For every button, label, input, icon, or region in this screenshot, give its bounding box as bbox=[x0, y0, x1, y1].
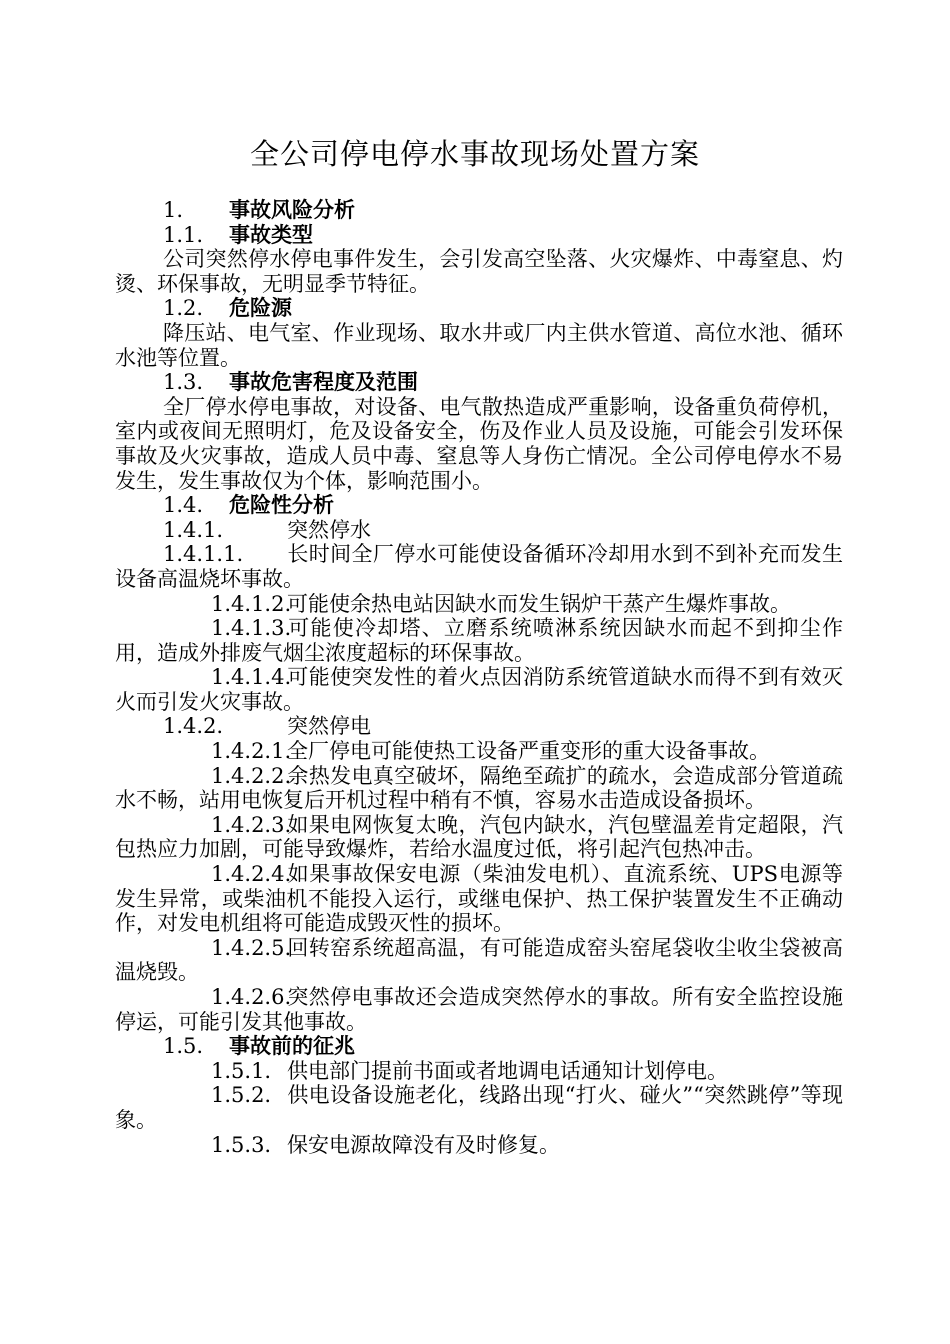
section-1-4-1-heading bbox=[115, 518, 843, 543]
item-number: 1.4.1.1. bbox=[163, 542, 244, 567]
item-text: 可能使余热电站因缺水而发生锅炉干蒸产生爆炸事故。 bbox=[287, 591, 791, 616]
item-text: 余热发电真空破坏，隔绝至疏扩的疏水，会造成部分管道疏水不畅，站用电恢复后开机过程中稍有不慎，容易水击造成设备损坏。 bbox=[115, 763, 843, 813]
section-1-2-text: 降压站、电气室、作业现场、取水井或厂内主供水管道、高位水池、循环水池等位置。 bbox=[115, 320, 843, 370]
list-item-1-4-1-4 bbox=[115, 665, 843, 714]
list-item-1-4-1-2 bbox=[115, 592, 843, 617]
item-number: 1.4.2.3. bbox=[211, 812, 292, 837]
list-item-1-5-3 bbox=[115, 1133, 843, 1158]
item-number: 1.4.1.4. bbox=[211, 665, 292, 690]
section-title: 危险源 bbox=[229, 295, 292, 321]
item-text: 可能使突发性的着火点因消防系统管道缺水而得不到有效灭火而引发火灾事故。 bbox=[115, 665, 843, 714]
item-text: 供电部门提前书面或者地调电话通知计划停电。 bbox=[287, 1058, 728, 1083]
item-text: 如果电网恢复太晚，汽包内缺水，汽包壁温差肯定超限，汽包热应力加剧，可能导致爆炸，若给水温度过低，将引起汽包热冲击。 bbox=[115, 812, 843, 862]
item-text: 回转窑系统超高温，有可能造成窑头窑尾袋收尘收尘袋被高温烧毁。 bbox=[115, 935, 843, 985]
section-title: 突然停水 bbox=[287, 517, 371, 542]
item-text: 可能使冷却塔、立磨系统喷淋系统因缺水而起不到抑尘作用，造成外排废气烟尘浓度超标的环保事故。 bbox=[115, 616, 843, 665]
section-number: 1.1. bbox=[163, 222, 204, 247]
section-number: 1.5. bbox=[163, 1034, 204, 1059]
section-number: 1.4. bbox=[163, 493, 204, 518]
section-title: 事故类型 bbox=[229, 221, 313, 247]
item-text: 保安电源故障没有及时修复。 bbox=[287, 1132, 560, 1157]
section-1-5-heading bbox=[115, 1034, 843, 1059]
list-item-1-5-2 bbox=[115, 1083, 843, 1132]
item-text: 如果事故保安电源（柴油发电机）、直流系统、UPS电源等发生异常，或柴油机不能投入运行，或继电保护、热工保护装置发生不正确动作，对发电机组将可能造成毁灭性的损坏。 bbox=[115, 862, 843, 936]
list-item-1-4-1-3 bbox=[115, 616, 843, 665]
list-item-1-4-2-2 bbox=[115, 764, 843, 813]
section-1-1-heading bbox=[115, 223, 843, 248]
item-text: 供电设备设施老化，线路出现“打火、碰火”“突然跳停”等现象。 bbox=[115, 1083, 843, 1132]
item-text: 突然停电事故还会造成突然停水的事故。所有安全监控设施停运，可能引发其他事故。 bbox=[115, 985, 843, 1034]
list-item-1-4-2-5 bbox=[115, 936, 843, 985]
section-number: 1. bbox=[163, 198, 184, 222]
item-number: 1.4.2.6. bbox=[211, 985, 292, 1009]
list-item-1-4-2-1 bbox=[115, 739, 843, 764]
section-number: 1.2. bbox=[163, 296, 204, 321]
list-item-1-4-2-3 bbox=[115, 813, 843, 862]
item-number: 1.4.2.4. bbox=[211, 862, 292, 887]
section-title: 危险性分析 bbox=[229, 492, 334, 518]
section-1-3-heading bbox=[115, 370, 843, 395]
list-item-1-4-2-4 bbox=[115, 862, 843, 936]
section-title: 事故危害程度及范围 bbox=[229, 369, 418, 395]
list-item-1-4-2-6 bbox=[115, 985, 843, 1034]
list-item-1-5-1 bbox=[115, 1059, 843, 1084]
section-1-2-heading bbox=[115, 296, 843, 321]
section-title: 突然停电 bbox=[287, 714, 371, 739]
item-number: 1.5.1. bbox=[211, 1058, 272, 1083]
section-1-3-text: 全厂停水停电事故，对设备、电气散热造成严重影响，设备重负荷停机，室内或夜间无照明灯，危及设备安全，伤及作业人员及设施，可能会引发环保事故及火灾事故，造成人员中毒、窒息等人身伤亡情况。全公司停电停水不易发生，发生事故仅为个体，影响范围小。 bbox=[115, 394, 843, 493]
section-number: 1.4.2. bbox=[163, 714, 224, 739]
item-text: 长时间全厂停水可能使设备循环冷却用水到不到补充而发生设备高温烧坏事故。 bbox=[115, 542, 843, 591]
section-number: 1.4.1. bbox=[163, 517, 224, 542]
section-1-4-heading bbox=[115, 493, 843, 518]
section-1-heading bbox=[115, 198, 843, 223]
section-title: 事故前的征兆 bbox=[229, 1033, 355, 1059]
item-number: 1.4.1.2. bbox=[211, 591, 292, 616]
document-title: 全公司停电停水事故现场处置方案 bbox=[249, 137, 700, 171]
item-number: 1.4.1.3. bbox=[211, 616, 292, 641]
section-title: 事故风险分析 bbox=[229, 197, 355, 222]
section-1-4-2-heading bbox=[115, 714, 843, 739]
item-number: 1.5.2. bbox=[211, 1083, 272, 1108]
item-number: 1.5.3. bbox=[211, 1132, 272, 1157]
list-item-1-4-1-1 bbox=[115, 542, 843, 591]
item-number: 1.4.2.5. bbox=[211, 935, 292, 960]
section-1-1-text: 公司突然停水停电事件发生，会引发高空坠落、火灾爆炸、中毒窒息、灼烫、环保事故，无明显季节特征。 bbox=[115, 247, 843, 296]
section-number: 1.3. bbox=[163, 370, 204, 395]
item-number: 1.4.2.1. bbox=[211, 739, 292, 764]
item-text: 全厂停电可能使热工设备严重变形的重大设备事故。 bbox=[287, 739, 770, 764]
document-body bbox=[115, 198, 843, 1157]
item-number: 1.4.2.2. bbox=[211, 763, 292, 788]
